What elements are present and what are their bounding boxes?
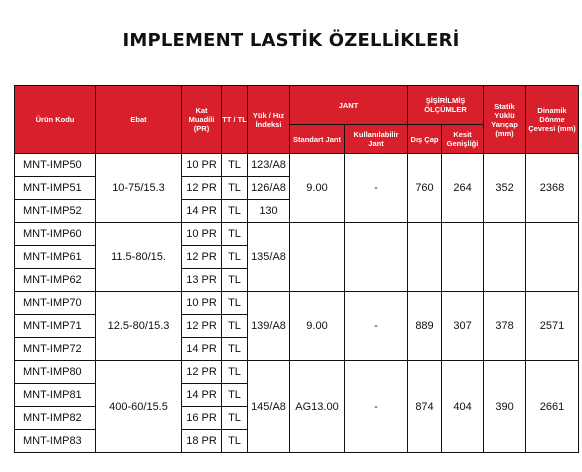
load-speed-index: 130 [248,200,290,223]
static-radius: 390 [484,361,526,453]
ply-rating: 14 PR [182,200,222,223]
standard-rim: 9.00 [290,154,345,223]
usable-rim [345,223,408,292]
tt-tl: TL [222,315,248,338]
tt-tl: TL [222,361,248,384]
product-code: MNT-IMP72 [15,338,96,361]
section-width: 307 [442,292,484,361]
tt-tl: TL [222,154,248,177]
product-code: MNT-IMP71 [15,315,96,338]
header-tt-tl: TT / TL [222,86,248,154]
usable-rim: - [345,361,408,453]
section-width: 404 [442,361,484,453]
outer-diameter: 760 [408,154,442,223]
tt-tl: TL [222,292,248,315]
page-title: IMPLEMENT LASTİK ÖZELLİKLERİ [122,30,460,51]
static-radius: 378 [484,292,526,361]
load-speed-index: 126/A8 [248,177,290,200]
table-row [15,223,579,246]
ply-rating: 14 PR [182,338,222,361]
ply-rating: 12 PR [182,315,222,338]
product-code: MNT-IMP60 [15,223,96,246]
usable-rim: - [345,292,408,361]
usable-rim: - [345,154,408,223]
tt-tl: TL [222,269,248,292]
table-row [15,292,579,315]
tt-tl: TL [222,430,248,453]
standard-rim [290,223,345,292]
product-code: MNT-IMP51 [15,177,96,200]
tt-tl: TL [222,384,248,407]
header-urun-kodu: Ürün Kodu [15,86,96,154]
section-width: 264 [442,154,484,223]
product-code: MNT-IMP82 [15,407,96,430]
tt-tl: TL [222,338,248,361]
table-row [15,361,579,384]
load-speed-index: 145/A8 [248,361,290,453]
product-code: MNT-IMP83 [15,430,96,453]
ply-rating: 10 PR [182,154,222,177]
load-speed-index: 139/A8 [248,292,290,361]
size-cell: 11.5-80/15. [96,223,182,292]
header-dinamik: Dinamik Dönme Çevresi (mm) [526,86,579,154]
tt-tl: TL [222,223,248,246]
tt-tl: TL [222,200,248,223]
size-cell: 400-60/15.5 [96,361,182,453]
header-statik: Statik Yüklü Yarıçap (mm) [484,86,526,154]
static-radius [484,223,526,292]
header-dis-cap: Dış Çap [408,125,442,154]
outer-diameter [408,223,442,292]
ply-rating: 14 PR [182,384,222,407]
product-code: MNT-IMP52 [15,200,96,223]
header-standart-jant: Standart Jant [290,125,345,154]
outer-diameter: 874 [408,361,442,453]
dynamic-circumference [526,223,579,292]
ply-rating: 12 PR [182,246,222,269]
outer-diameter: 889 [408,292,442,361]
header-kullanilabilir-jant: Kullanılabilir Jant [345,125,408,154]
tt-tl: TL [222,407,248,430]
tire-spec-table [14,85,579,453]
ply-rating: 12 PR [182,177,222,200]
standard-rim: 9.00 [290,292,345,361]
ply-rating: 16 PR [182,407,222,430]
header-kat-muadili: Kat Muadili (PR) [182,86,222,154]
ply-rating: 10 PR [182,223,222,246]
product-code: MNT-IMP81 [15,384,96,407]
load-speed-index: 123/A8 [248,154,290,177]
dynamic-circumference: 2661 [526,361,579,453]
product-code: MNT-IMP50 [15,154,96,177]
tt-tl: TL [222,177,248,200]
table-row [15,154,579,177]
header-ebat: Ebat [96,86,182,154]
ply-rating: 10 PR [182,292,222,315]
ply-rating: 12 PR [182,361,222,384]
dynamic-circumference: 2571 [526,292,579,361]
header-yuk-hiz: Yük / Hız İndeksi [248,86,290,154]
static-radius: 352 [484,154,526,223]
dynamic-circumference: 2368 [526,154,579,223]
size-cell: 12.5-80/15.3 [96,292,182,361]
header-sisirilmis: ŞİŞİRİLMİŞ ÖLÇÜMLER [408,86,484,125]
header-jant: JANT [290,86,408,125]
size-cell: 10-75/15.3 [96,154,182,223]
load-speed-index: 135/A8 [248,223,290,292]
ply-rating: 18 PR [182,430,222,453]
product-code: MNT-IMP80 [15,361,96,384]
product-code: MNT-IMP70 [15,292,96,315]
section-width [442,223,484,292]
tt-tl: TL [222,246,248,269]
product-code: MNT-IMP62 [15,269,96,292]
product-code: MNT-IMP61 [15,246,96,269]
header-kesit: Kesit Genişliği [442,125,484,154]
ply-rating: 13 PR [182,269,222,292]
standard-rim: AG13.00 [290,361,345,453]
